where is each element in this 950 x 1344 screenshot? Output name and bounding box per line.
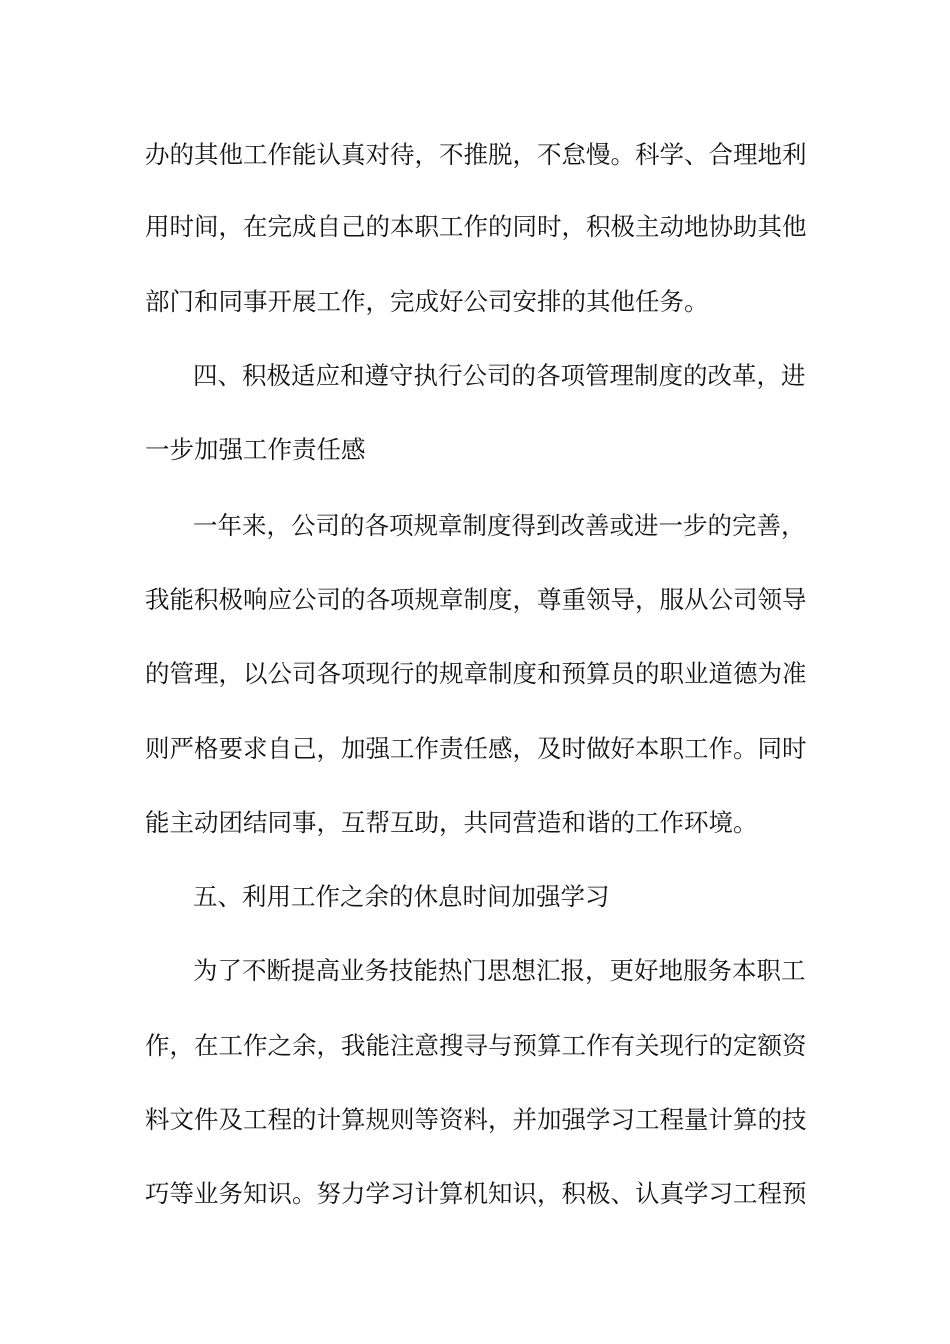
text-line: 作，在工作之余，我能注意搜寻与预算工作有关现行的定额资 bbox=[145, 1031, 807, 1060]
section-heading-continued: 一步加强工作责任感 bbox=[145, 435, 366, 464]
section-heading: 五、利用工作之余的休息时间加强学习 bbox=[193, 882, 610, 911]
text-line: 部门和同事开展工作，完成好公司安排的其他任务。 bbox=[145, 287, 709, 316]
text-line: 料文件及工程的计算规则等资料，并加强学习工程量计算的技 bbox=[145, 1105, 807, 1134]
paragraph-start: 为了不断提高业务技能热门思想汇报，更好地服务本职工 bbox=[193, 956, 806, 985]
text-line: 的管理，以公司各项现行的规章制度和预算员的职业道德为准 bbox=[145, 659, 807, 688]
text-line: 用时间，在完成自己的本职工作的同时，积极主动地协助其他 bbox=[145, 212, 807, 241]
section-heading: 四、积极适应和遵守执行公司的各项管理制度的改革，进 bbox=[193, 361, 806, 390]
text-line: 能主动团结同事，互帮互助，共同营造和谐的工作环境。 bbox=[145, 808, 758, 837]
text-line: 则严格要求自己，加强工作责任感，及时做好本职工作。同时 bbox=[145, 734, 807, 763]
text-line: 我能积极响应公司的各项规章制度，尊重领导，服从公司领导 bbox=[145, 585, 807, 614]
text-line: 办的其他工作能认真对待，不推脱，不怠慢。科学、合理地利 bbox=[145, 140, 807, 169]
paragraph-start: 一年来，公司的各项规章制度得到改善或进一步的完善， bbox=[193, 511, 806, 540]
text-line: 巧等业务知识。努力学习计算机知识，积极、认真学习工程预 bbox=[145, 1179, 807, 1208]
